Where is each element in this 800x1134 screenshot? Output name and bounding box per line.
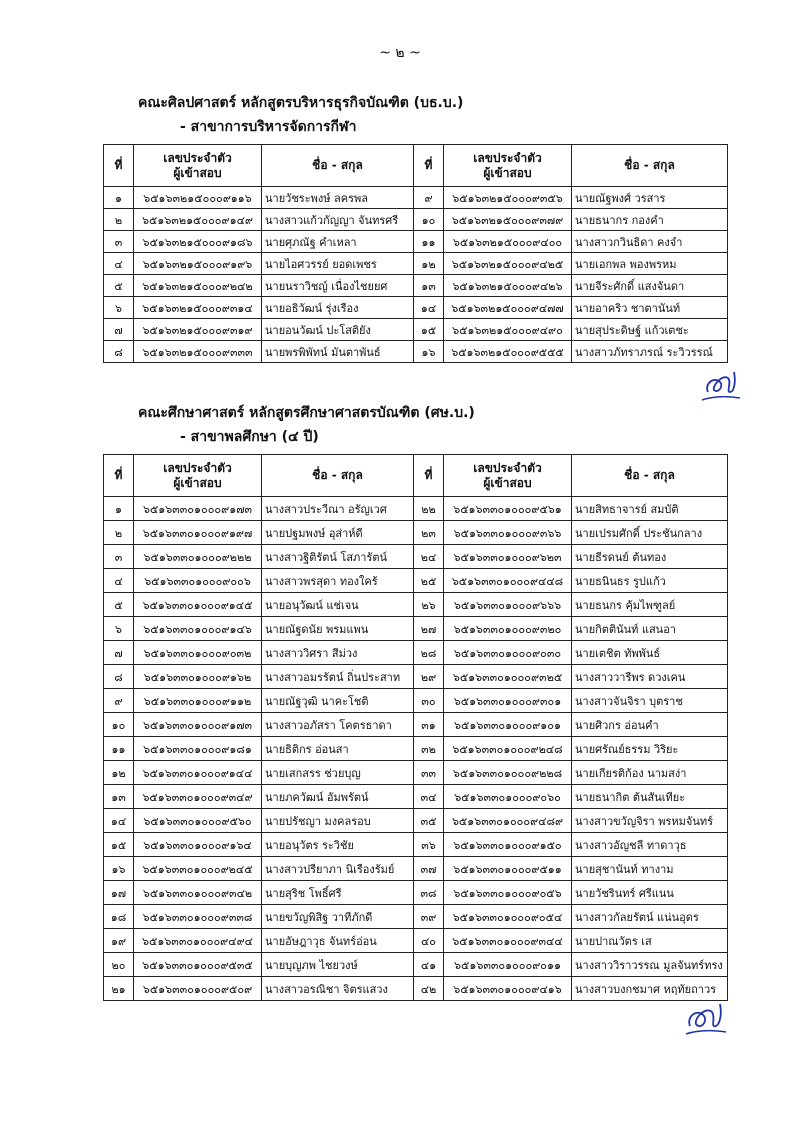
exam-id: ๖๕๑๖๓๒๑๕๐๐๐๙๒๔๒ bbox=[134, 275, 262, 297]
full-name: นายไอศวรรย์ ยอดเพชร bbox=[262, 253, 414, 275]
col-header-exam-id: เลขประจำตัว ผู้เข้าสอบ bbox=[134, 145, 262, 187]
exam-id: ๖๕๑๖๓๒๑๕๐๐๐๙๔๗๗ bbox=[444, 297, 572, 319]
exam-id: ๖๕๑๖๓๓๐๑๐๐๐๙๑๕๐ bbox=[444, 833, 572, 857]
section2-table bbox=[103, 454, 728, 1001]
full-name: นายนราวิชญ์ เนื่องไชยยศ bbox=[262, 275, 414, 297]
row-number: ๓๔ bbox=[414, 785, 444, 809]
full-name: นายธนากร กองคำ bbox=[572, 209, 728, 231]
exam-id: ๖๕๑๖๓๒๑๕๐๐๐๙๑๑๖ bbox=[134, 187, 262, 209]
row-number: ๑๖ bbox=[414, 341, 444, 363]
full-name: นางสาวกัลยรัตน์ แน่นอุดร bbox=[572, 905, 728, 929]
table-row bbox=[104, 617, 728, 641]
full-name: นายจีระศักดิ์ แสงจันดา bbox=[572, 275, 728, 297]
table-row bbox=[104, 761, 728, 785]
row-number: ๙ bbox=[414, 187, 444, 209]
row-number: ๓๕ bbox=[414, 809, 444, 833]
full-name: นายกิตตินันท์ แสนอา bbox=[572, 617, 728, 641]
full-name: นายอนุวัตร ระวิชัย bbox=[262, 833, 414, 857]
row-number: ๑๔ bbox=[104, 809, 134, 833]
row-number: ๑๒ bbox=[414, 253, 444, 275]
section2-title: คณะศึกษาศาสตร์ หลักสูตรศึกษาศาสตรบัณฑิต (ศษ.บ.) bbox=[138, 405, 475, 421]
full-name: นายเตชิต ทัพพันธ์ bbox=[572, 641, 728, 665]
full-name: นายปาณวัตร เส bbox=[572, 929, 728, 953]
col-header-exam-id: เลขประจำตัว ผู้เข้าสอบ bbox=[444, 455, 572, 497]
exam-id: ๖๕๑๖๓๓๐๑๐๐๐๙๐๓๐ bbox=[444, 641, 572, 665]
full-name: นางสาวบงกชมาศ หฤทัยถาวร bbox=[572, 977, 728, 1001]
full-name: นายศิวกร อ่อนคำ bbox=[572, 713, 728, 737]
exam-id: ๖๕๑๖๓๒๑๕๐๐๐๙๓๓๓ bbox=[134, 341, 262, 363]
row-number: ๑๑ bbox=[414, 231, 444, 253]
section2-subtitle: - สาขาพลศึกษา (๔ ปี) bbox=[180, 429, 319, 445]
row-number: ๙ bbox=[104, 689, 134, 713]
exam-id: ๖๕๑๖๓๓๐๑๐๐๐๙๔๘๙ bbox=[444, 809, 572, 833]
table-row bbox=[104, 665, 728, 689]
row-number: ๓ bbox=[104, 545, 134, 569]
exam-id: ๖๕๑๖๓๓๐๑๐๐๐๙๓๒๐ bbox=[444, 617, 572, 641]
row-number: ๓๑ bbox=[414, 713, 444, 737]
col-header-no: ที่ bbox=[104, 145, 134, 187]
exam-id: ๖๕๑๖๓๓๐๑๐๐๐๙๐๑๑ bbox=[444, 953, 572, 977]
col-header-no: ที่ bbox=[414, 145, 444, 187]
row-number: ๗ bbox=[104, 641, 134, 665]
row-number: ๑๐ bbox=[104, 713, 134, 737]
full-name: นางสาวอรณิชา จิตรแสวง bbox=[262, 977, 414, 1001]
exam-id: ๖๕๑๖๓๒๑๕๐๐๐๙๓๕๖ bbox=[444, 187, 572, 209]
table-row bbox=[104, 641, 728, 665]
row-number: ๑๘ bbox=[104, 905, 134, 929]
row-number: ๓๙ bbox=[414, 905, 444, 929]
exam-id: ๖๕๑๖๓๒๑๕๐๐๐๙๓๗๙ bbox=[444, 209, 572, 231]
signature-2 bbox=[682, 996, 730, 1040]
exam-id: ๖๕๑๖๓๒๑๕๐๐๐๙๑๔๙ bbox=[134, 209, 262, 231]
row-number: ๓๘ bbox=[414, 881, 444, 905]
table-row bbox=[104, 319, 728, 341]
row-number: ๓๒ bbox=[414, 737, 444, 761]
row-number: ๖ bbox=[104, 617, 134, 641]
full-name: นายณัฐวุฒิ นาคะโชติ bbox=[262, 689, 414, 713]
exam-id: ๖๕๑๖๓๓๐๑๐๐๐๙๒๒๒ bbox=[134, 545, 262, 569]
row-number: ๔๑ bbox=[414, 953, 444, 977]
full-name: นายสุริช โพธิ์ศรี bbox=[262, 881, 414, 905]
table-row bbox=[104, 545, 728, 569]
page-number: ~ ๒ ~ bbox=[379, 45, 421, 61]
full-name: นางสาวขวัญจิรา พรหมจันทร์ bbox=[572, 809, 728, 833]
exam-id: ๖๕๑๖๓๒๑๕๐๐๐๙๑๙๖ bbox=[134, 253, 262, 275]
exam-id: ๖๕๑๖๓๓๐๑๐๐๐๙๖๖๖ bbox=[444, 593, 572, 617]
row-number: ๑๒ bbox=[104, 761, 134, 785]
full-name: นายวัชระพงษ์ ลครพล bbox=[262, 187, 414, 209]
row-number: ๑๐ bbox=[414, 209, 444, 231]
full-name: นางสาววิศรา สีม่วง bbox=[262, 641, 414, 665]
exam-id: ๖๕๑๖๓๓๐๑๐๐๐๙๑๗๓ bbox=[134, 713, 262, 737]
row-number: ๑๗ bbox=[104, 881, 134, 905]
row-number: ๒๖ bbox=[414, 593, 444, 617]
row-number: ๓ bbox=[104, 231, 134, 253]
row-number: ๖ bbox=[104, 297, 134, 319]
full-name: นางสาวประวีณา อรัญเวศ bbox=[262, 497, 414, 521]
row-number: ๒๗ bbox=[414, 617, 444, 641]
row-number: ๒ bbox=[104, 521, 134, 545]
exam-id: ๖๕๑๖๓๓๐๑๐๐๐๙๕๑๑ bbox=[444, 857, 572, 881]
row-number: ๑๓ bbox=[104, 785, 134, 809]
row-number: ๔๒ bbox=[414, 977, 444, 1001]
exam-id: ๖๕๑๖๓๓๐๑๐๐๐๙๔๑๖ bbox=[444, 977, 572, 1001]
row-number: ๑๓ bbox=[414, 275, 444, 297]
row-number: ๕ bbox=[104, 275, 134, 297]
exam-id: ๖๕๑๖๓๓๐๑๐๐๐๙๐๕๖ bbox=[444, 881, 572, 905]
full-name: นายวัชรินทร์ ศรีแนน bbox=[572, 881, 728, 905]
full-name: นายอนวัฒน์ ปะโสติยัง bbox=[262, 319, 414, 341]
table-row bbox=[104, 689, 728, 713]
table-row bbox=[104, 881, 728, 905]
exam-id: ๖๕๑๖๓๒๑๕๐๐๐๙๑๘๖ bbox=[134, 231, 262, 253]
row-number: ๘ bbox=[104, 341, 134, 363]
exam-id: ๖๕๑๖๓๓๐๑๐๐๐๙๓๖๖ bbox=[444, 521, 572, 545]
full-name: นายณัฐดนัย พรมแพน bbox=[262, 617, 414, 641]
exam-id: ๖๕๑๖๓๓๐๑๐๐๐๙๓๐๑ bbox=[444, 689, 572, 713]
full-name: นายธนกร คุ้มไพฑูลย์ bbox=[572, 593, 728, 617]
col-header-name: ชื่อ - สกุล bbox=[572, 455, 728, 497]
exam-id: ๖๕๑๖๓๓๐๑๐๐๐๙๑๑๒ bbox=[134, 689, 262, 713]
table-row bbox=[104, 953, 728, 977]
section1-subtitle: - สาขาการบริหารจัดการกีฬา bbox=[180, 119, 357, 135]
col-header-no: ที่ bbox=[414, 455, 444, 497]
table-row bbox=[104, 977, 728, 1001]
full-name: นายภควัฒน์ อัมพรัตน์ bbox=[262, 785, 414, 809]
row-number: ๒๓ bbox=[414, 521, 444, 545]
table-row bbox=[104, 737, 728, 761]
full-name: นางสาวอภัสรา โคตรธาดา bbox=[262, 713, 414, 737]
exam-id: ๖๕๑๖๓๓๐๑๐๐๐๙๕๓๕ bbox=[134, 953, 262, 977]
row-number: ๔๐ bbox=[414, 929, 444, 953]
section1-table bbox=[103, 144, 728, 363]
table-row bbox=[104, 297, 728, 319]
col-header-no: ที่ bbox=[104, 455, 134, 497]
table-row bbox=[104, 833, 728, 857]
full-name: นายสุประดิษฐ์ แก้วเตชะ bbox=[572, 319, 728, 341]
exam-id: ๖๕๑๖๓๒๑๕๐๐๐๙๔๒๖ bbox=[444, 275, 572, 297]
full-name: นายธีรดนย์ ต้นทอง bbox=[572, 545, 728, 569]
table-row bbox=[104, 857, 728, 881]
full-name: นางสาวพรสุดา ทองใคร้ bbox=[262, 569, 414, 593]
table-row bbox=[104, 785, 728, 809]
full-name: นางสาวฐิติรัตน์ โสภารัตน์ bbox=[262, 545, 414, 569]
exam-id: ๖๕๑๖๓๓๐๑๐๐๐๙๓๓๘ bbox=[134, 905, 262, 929]
exam-id: ๖๕๑๖๓๒๑๕๐๐๐๙๓๑๙ bbox=[134, 319, 262, 341]
exam-id: ๖๕๑๖๓๓๐๑๐๐๐๙๕๐๙ bbox=[134, 977, 262, 1001]
full-name: นายธนากิต ต้นสันเทียะ bbox=[572, 785, 728, 809]
row-number: ๘ bbox=[104, 665, 134, 689]
row-number: ๓๓ bbox=[414, 761, 444, 785]
col-header-name: ชื่อ - สกุล bbox=[572, 145, 728, 187]
full-name: นางสาวอมรรัตน์ ถิ่นประสาท bbox=[262, 665, 414, 689]
row-number: ๒๔ bbox=[414, 545, 444, 569]
row-number: ๓๖ bbox=[414, 833, 444, 857]
col-header-name: ชื่อ - สกุล bbox=[262, 455, 414, 497]
exam-id: ๖๕๑๖๓๓๐๑๐๐๐๙๑๔๔ bbox=[134, 761, 262, 785]
full-name: นางสาวปรียาภา นิเรืองรัมย์ bbox=[262, 857, 414, 881]
table-row bbox=[104, 497, 728, 521]
full-name: นายศุภณัฐ คำเหลา bbox=[262, 231, 414, 253]
full-name: นายอาคริว ชาตานันท์ bbox=[572, 297, 728, 319]
row-number: ๗ bbox=[104, 319, 134, 341]
full-name: นายศรัณย์ธรรม วิริยะ bbox=[572, 737, 728, 761]
full-name: นายธนินธร รูปแก้ว bbox=[572, 569, 728, 593]
table-row bbox=[104, 209, 728, 231]
row-number: ๑๖ bbox=[104, 857, 134, 881]
exam-id: ๖๕๑๖๓๓๐๑๐๐๐๙๒๔๕ bbox=[134, 857, 262, 881]
full-name: นางสาวกวินธิดา คงจำ bbox=[572, 231, 728, 253]
exam-id: ๖๕๑๖๓๓๐๑๐๐๐๙๕๖๐ bbox=[134, 809, 262, 833]
exam-id: ๖๕๑๖๓๓๐๑๐๐๐๙๔๔๘ bbox=[444, 569, 572, 593]
full-name: นายพรพิพัทน์ มันตาพันธ์ bbox=[262, 341, 414, 363]
exam-id: ๖๕๑๖๓๒๑๕๐๐๐๙๔๙๐ bbox=[444, 319, 572, 341]
row-number: ๒ bbox=[104, 209, 134, 231]
col-header-name: ชื่อ - สกุล bbox=[262, 145, 414, 187]
full-name: นายอัษฎาวุธ จันทร์อ่อน bbox=[262, 929, 414, 953]
table-row bbox=[104, 569, 728, 593]
row-number: ๑๔ bbox=[414, 297, 444, 319]
row-number: ๕ bbox=[104, 593, 134, 617]
full-name: นายอนุวัฒน์ แช่เจน bbox=[262, 593, 414, 617]
full-name: นายปฐมพงษ์ อุส่าห์ดี bbox=[262, 521, 414, 545]
full-name: นางสาววิราวรรณ มูลจันทร์ทรง bbox=[572, 953, 728, 977]
table-row bbox=[104, 929, 728, 953]
exam-id: ๖๕๑๖๓๓๐๑๐๐๐๙๓๒๕ bbox=[444, 665, 572, 689]
exam-id: ๖๕๑๖๓๒๑๕๐๐๐๙๓๑๔ bbox=[134, 297, 262, 319]
row-number: ๒๑ bbox=[104, 977, 134, 1001]
col-header-exam-id: เลขประจำตัว ผู้เข้าสอบ bbox=[444, 145, 572, 187]
table-row bbox=[104, 253, 728, 275]
exam-id: ๖๕๑๖๓๓๐๑๐๐๐๙๑๘๑ bbox=[134, 737, 262, 761]
full-name: นายอธิวัฒน์ รุ่งเรือง bbox=[262, 297, 414, 319]
signature-1 bbox=[700, 362, 742, 404]
full-name: นางสาววารีพร ดวงเคน bbox=[572, 665, 728, 689]
table-row bbox=[104, 341, 728, 363]
exam-id: ๖๕๑๖๓๓๐๑๐๐๐๙๐๓๒ bbox=[134, 641, 262, 665]
row-number: ๒๕ bbox=[414, 569, 444, 593]
table-row bbox=[104, 593, 728, 617]
exam-id: ๖๕๑๖๓๒๑๕๐๐๐๙๔๐๐ bbox=[444, 231, 572, 253]
section1-title: คณะศิลปศาสตร์ หลักสูตรบริหารธุรกิจบัณฑิต (บธ.บ.) bbox=[138, 95, 464, 111]
row-number: ๑๕ bbox=[104, 833, 134, 857]
full-name: นายธิติกร อ่อนสา bbox=[262, 737, 414, 761]
exam-id: ๖๕๑๖๓๓๐๑๐๐๐๙๑๗๓ bbox=[134, 497, 262, 521]
row-number: ๔ bbox=[104, 569, 134, 593]
exam-id: ๖๕๑๖๓๓๐๑๐๐๐๙๓๔๙ bbox=[134, 785, 262, 809]
exam-id: ๖๕๑๖๓๓๐๑๐๐๐๙๖๒๓ bbox=[444, 545, 572, 569]
exam-id: ๖๕๑๖๓๓๐๑๐๐๐๙๕๖๑ bbox=[444, 497, 572, 521]
row-number: ๒๐ bbox=[104, 953, 134, 977]
full-name: นางสาวแก้วกัญญา จันทรศรี bbox=[262, 209, 414, 231]
exam-id: ๖๕๑๖๓๓๐๑๐๐๐๙๑๔๕ bbox=[134, 593, 262, 617]
table-row bbox=[104, 275, 728, 297]
full-name: นางสาวอัญชลี ทาดาวุธ bbox=[572, 833, 728, 857]
row-number: ๑๕ bbox=[414, 319, 444, 341]
exam-id: ๖๕๑๖๓๓๐๑๐๐๐๙๒๔๘ bbox=[444, 737, 572, 761]
exam-id: ๖๕๑๖๓๓๐๑๐๐๐๙๐๖๐ bbox=[444, 785, 572, 809]
exam-id: ๖๕๑๖๓๓๐๑๐๐๐๙๑๖๔ bbox=[134, 833, 262, 857]
full-name: นางสาวจันจิรา บุตราช bbox=[572, 689, 728, 713]
row-number: ๒๒ bbox=[414, 497, 444, 521]
row-number: ๑ bbox=[104, 187, 134, 209]
full-name: นายปรัชญา มงคลรอบ bbox=[262, 809, 414, 833]
exam-id: ๖๕๑๖๓๓๐๑๐๐๐๙๐๕๔ bbox=[444, 905, 572, 929]
exam-id: ๖๕๑๖๓๒๑๕๐๐๐๙๔๒๕ bbox=[444, 253, 572, 275]
exam-id: ๖๕๑๖๓๓๐๑๐๐๐๙๓๔๒ bbox=[134, 881, 262, 905]
table-row bbox=[104, 809, 728, 833]
table-row bbox=[104, 713, 728, 737]
table-row bbox=[104, 521, 728, 545]
exam-id: ๖๕๑๖๓๓๐๑๐๐๐๙๓๔๔ bbox=[444, 929, 572, 953]
table-row bbox=[104, 905, 728, 929]
exam-id: ๖๕๑๖๓๓๐๑๐๐๐๙๐๐๖ bbox=[134, 569, 262, 593]
full-name: นายณัฐพงศ์ วรสาร bbox=[572, 187, 728, 209]
table-row bbox=[104, 231, 728, 253]
full-name: นายขวัญพิสิฐ วาทีภักดี bbox=[262, 905, 414, 929]
full-name: นายบุญภพ ไชยวงษ์ bbox=[262, 953, 414, 977]
exam-id: ๖๕๑๖๓๓๐๑๐๐๐๙๑๔๖ bbox=[134, 617, 262, 641]
row-number: ๒๘ bbox=[414, 641, 444, 665]
table-row bbox=[104, 187, 728, 209]
full-name: นายสิทธาจารย์ สมบัติ bbox=[572, 497, 728, 521]
col-header-exam-id: เลขประจำตัว ผู้เข้าสอบ bbox=[134, 455, 262, 497]
full-name: นายสุชานันท์ ทางาม bbox=[572, 857, 728, 881]
row-number: ๔ bbox=[104, 253, 134, 275]
row-number: ๑๑ bbox=[104, 737, 134, 761]
full-name: นายเอกพล พองพรหม bbox=[572, 253, 728, 275]
row-number: ๓๗ bbox=[414, 857, 444, 881]
exam-id: ๖๕๑๖๓๓๐๑๐๐๐๙๑๖๒ bbox=[134, 665, 262, 689]
row-number: ๒๙ bbox=[414, 665, 444, 689]
full-name: นายเปรมศักดิ์ ประชันกลาง bbox=[572, 521, 728, 545]
exam-id: ๖๕๑๖๓๓๐๑๐๐๐๙๒๒๘ bbox=[444, 761, 572, 785]
row-number: ๓๐ bbox=[414, 689, 444, 713]
row-number: ๑๙ bbox=[104, 929, 134, 953]
full-name: นายเสกสรร ช่วยบุญ bbox=[262, 761, 414, 785]
exam-id: ๖๕๑๖๓๓๐๑๐๐๐๙๑๙๗ bbox=[134, 521, 262, 545]
full-name: นายเกียรติก้อง นามสง่า bbox=[572, 761, 728, 785]
row-number: ๑ bbox=[104, 497, 134, 521]
exam-id: ๖๕๑๖๓๓๐๑๐๐๐๙๔๙๔ bbox=[134, 929, 262, 953]
exam-id: ๖๕๑๖๓๒๑๕๐๐๐๙๕๕๕ bbox=[444, 341, 572, 363]
exam-id: ๖๕๑๖๓๓๐๑๐๐๐๙๑๐๑ bbox=[444, 713, 572, 737]
full-name: นางสาวภัทราภรณ์ ระวิวรรณ์ bbox=[572, 341, 728, 363]
